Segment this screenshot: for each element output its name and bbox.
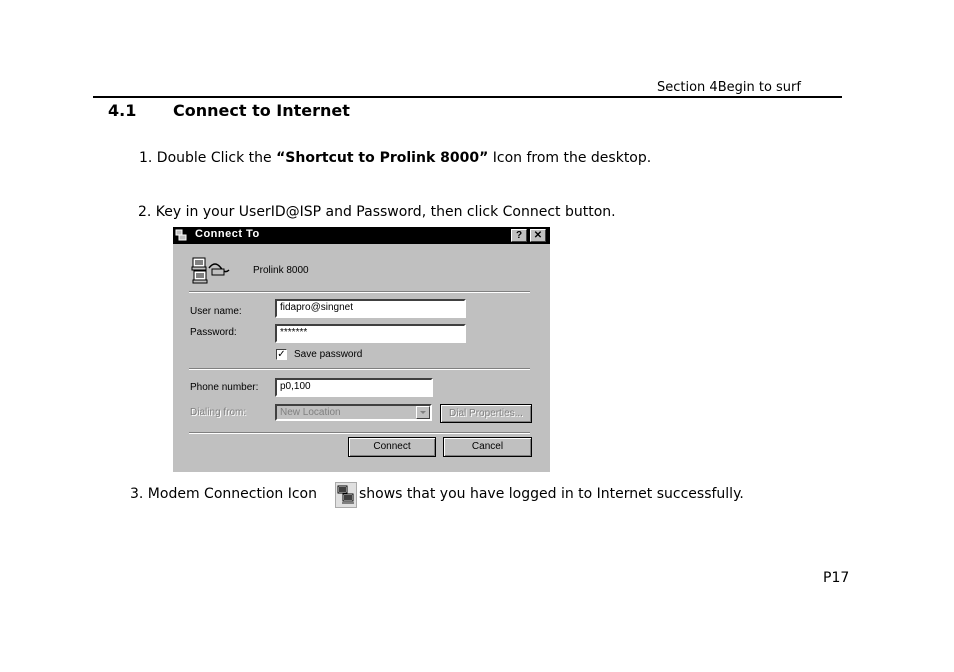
step-1-shortcut-name: “Shortcut to Prolink 8000” bbox=[276, 150, 489, 166]
cancel-button[interactable]: Cancel bbox=[443, 437, 532, 457]
header-rule bbox=[93, 96, 842, 98]
help-button[interactable]: ? bbox=[511, 229, 527, 242]
dialup-icon bbox=[175, 229, 187, 241]
step-3-prefix: 3. Modem Connection Icon bbox=[130, 486, 317, 502]
chevron-down-icon bbox=[416, 406, 430, 419]
step-1 bbox=[139, 150, 651, 166]
page-number: P17 bbox=[823, 570, 850, 586]
step-1-prefix: 1. Double Click the bbox=[139, 150, 277, 166]
dialup-networking-icon bbox=[191, 256, 231, 284]
dialing-from-value: New Location bbox=[280, 407, 341, 418]
step-1-suffix: Icon from the desktop. bbox=[488, 150, 652, 166]
section-title: Connect to Internet bbox=[173, 101, 350, 120]
save-password-checkbox[interactable]: ✓ bbox=[277, 349, 286, 360]
dialing-from-select bbox=[275, 404, 432, 421]
section-number: 4.1 bbox=[108, 101, 137, 120]
close-button[interactable]: ✕ bbox=[530, 229, 546, 242]
modem-connection-icon bbox=[335, 482, 357, 508]
password-label: Password: bbox=[190, 327, 237, 338]
step-3-suffix: shows that you have logged in to Internet successfully. bbox=[359, 486, 744, 502]
username-input[interactable]: fidapro@singnet bbox=[275, 299, 466, 318]
dialing-from-label: Dialing from: bbox=[190, 407, 247, 418]
separator bbox=[189, 291, 530, 293]
phone-number-input[interactable]: p0,100 bbox=[275, 378, 433, 397]
connect-to-dialog bbox=[173, 227, 550, 472]
password-input[interactable]: ******* bbox=[275, 324, 466, 343]
step-2: 2. Key in your UserID@ISP and Password, then click Connect button. bbox=[138, 204, 616, 220]
separator bbox=[189, 432, 530, 434]
section-header: Section 4Begin to surf bbox=[657, 80, 801, 95]
step-3 bbox=[130, 486, 317, 502]
connection-name: Prolink 8000 bbox=[253, 265, 309, 276]
dialog-titlebar[interactable] bbox=[173, 227, 550, 244]
phone-number-label: Phone number: bbox=[190, 382, 259, 393]
connect-button[interactable]: Connect bbox=[348, 437, 436, 457]
save-password-label[interactable]: Save password bbox=[294, 349, 363, 360]
username-label: User name: bbox=[190, 306, 242, 317]
dialog-title: Connect To bbox=[195, 228, 260, 240]
dial-properties-button: Dial Properties... bbox=[440, 404, 532, 423]
separator bbox=[189, 368, 530, 370]
